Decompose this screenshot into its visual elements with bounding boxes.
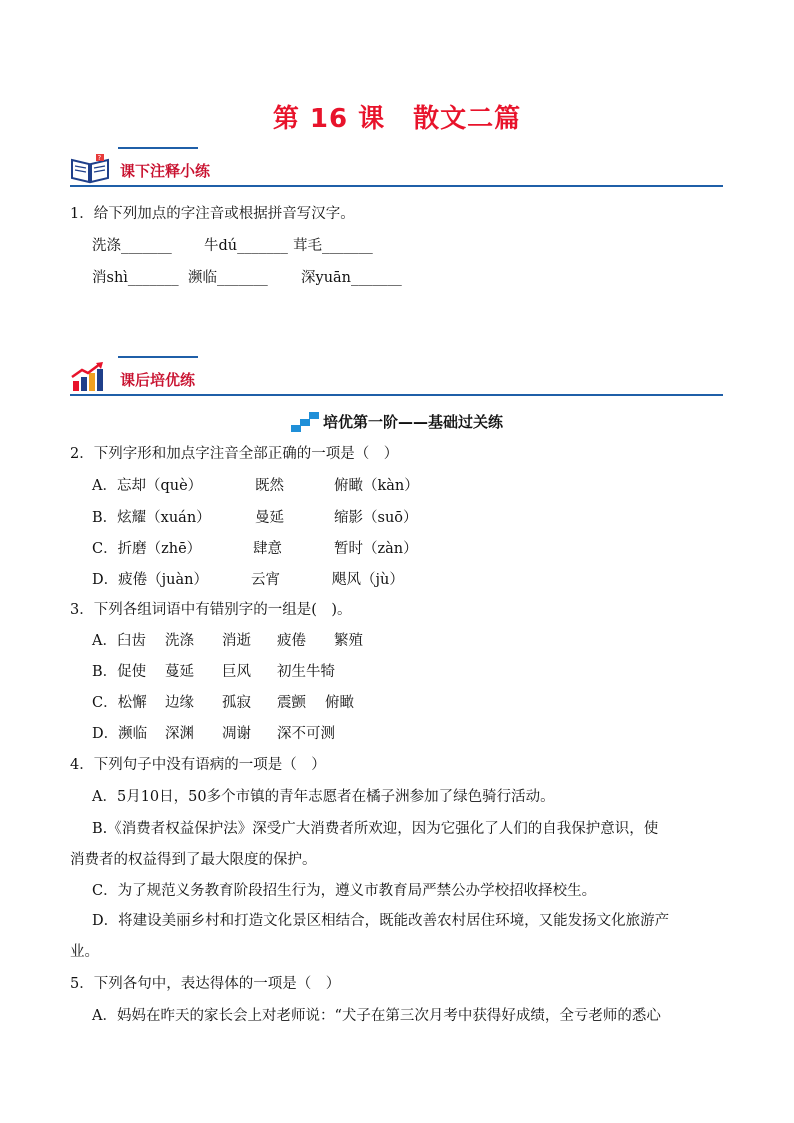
page-title — [0, 98, 794, 135]
q1-stem: 1．给下列加点的字注音或根据拼音写汉字。 — [70, 206, 355, 222]
q1-item: 消shì_______ — [92, 270, 179, 286]
q3-option-word: 洗涤 — [165, 633, 194, 649]
q4-option-d: D．将建设美丽乡村和打造文化景区相结合，既能改善农村居住环境，又能发扬文化旅游产 — [92, 913, 670, 929]
lesson-number: 第 16 课 — [272, 104, 386, 134]
q3-option-word: 孤寂 — [222, 695, 251, 711]
q3-option-word: 疲倦 — [277, 633, 306, 649]
q3-option-word: 初生牛犄 — [277, 664, 335, 680]
growth-chart-icon — [70, 361, 110, 393]
q2-option-word: 飓风（jù） — [332, 572, 404, 588]
q3-option: D．濒临 — [92, 726, 148, 742]
section-label: 课后培优练 — [120, 371, 196, 389]
section-top-rule — [118, 147, 198, 149]
q2-option-word: 既然 — [255, 478, 284, 494]
q1-item: 牛dú_______ — [204, 238, 288, 254]
lesson-name: 散文二篇 — [413, 104, 522, 134]
q2-option-word: 曼延 — [255, 510, 284, 526]
q3-option-word: 繁殖 — [334, 633, 363, 649]
q3-stem: 3．下列各组词语中有错别字的一组是( )。 — [70, 602, 352, 618]
q3-option-word: 深渊 — [165, 726, 194, 742]
q2-stem: 2．下列字形和加点字注音全部正确的一项是（ ） — [70, 446, 399, 462]
q3-option: C．松懈 — [92, 695, 147, 711]
q3-option-word: 巨风 — [222, 664, 251, 680]
section-label: 课下注释小练 — [120, 162, 211, 180]
q1-item: 茸毛_______ — [293, 238, 373, 254]
q3-option-word: 凋谢 — [222, 726, 251, 742]
q3-option-word: 震颤 — [277, 695, 306, 711]
subsection-label: 培优第一阶——基础过关练 — [322, 413, 503, 431]
q2-option: B．炫耀（xuán） — [92, 510, 211, 526]
q4-option-b: B.《消费者权益保护法》深受广大消费者所欢迎，因为它强化了人们的自我保护意识，使 — [92, 821, 659, 837]
subsection-header — [0, 411, 794, 432]
q2-option-word: 肆意 — [253, 541, 282, 557]
q4-option-b-cont: 消费者的权益得到了最大限度的保护。 — [70, 852, 317, 868]
q2-option-word: 云宵 — [251, 572, 280, 588]
q3-option-word: 边缘 — [165, 695, 194, 711]
q2-option-word: 暂时（zàn） — [334, 541, 418, 557]
q3-option-word: 消逝 — [222, 633, 251, 649]
q3-option: B．促使 — [92, 664, 147, 680]
q4-option-c: C．为了规范义务教育阶段招生行为，遵义市教育局严禁公办学校招收择校生。 — [92, 883, 597, 899]
section-bottom-rule — [70, 394, 723, 396]
section-top-rule — [118, 356, 198, 358]
q3-option-word: 俯瞰 — [325, 695, 354, 711]
section-header-practice — [70, 356, 723, 396]
section-bottom-rule — [70, 185, 723, 187]
q2-option-word: 缩影（suō） — [334, 510, 418, 526]
open-book-icon — [70, 152, 110, 184]
q1-item: 濒临_______ — [188, 270, 268, 286]
q2-option: C．折磨（zhē） — [92, 541, 202, 557]
q5-stem: 5．下列各句中，表达得体的一项是（ ） — [70, 976, 341, 992]
q2-option: A．忘却（què） — [92, 478, 203, 494]
q4-stem: 4．下列句子中没有语病的一项是（ ） — [70, 757, 326, 773]
q3-option-word: 蔓延 — [165, 664, 194, 680]
q2-option: D．疲倦（juàn） — [92, 572, 208, 588]
svg-text:?: ? — [97, 154, 102, 162]
steps-icon — [291, 412, 319, 432]
q4-option-d-cont: 业。 — [70, 944, 99, 960]
q3-option: A．臼齿 — [92, 633, 146, 649]
q2-option-word: 俯瞰（kàn） — [334, 478, 419, 494]
q1-item: 深yuān_______ — [301, 270, 402, 286]
q5-option-a: A．妈妈在昨天的家长会上对老师说：“犬子在第三次月考中获得好成绩，全亏老师的悉心 — [92, 1008, 661, 1024]
q3-option-word: 深不可测 — [277, 726, 335, 742]
section-header-notes — [70, 147, 723, 187]
q1-item: 洗涤_______ — [92, 238, 172, 254]
q4-option-a: A．5月10日，50多个市镇的青年志愿者在橘子洲参加了绿色骑行活动。 — [92, 789, 555, 805]
